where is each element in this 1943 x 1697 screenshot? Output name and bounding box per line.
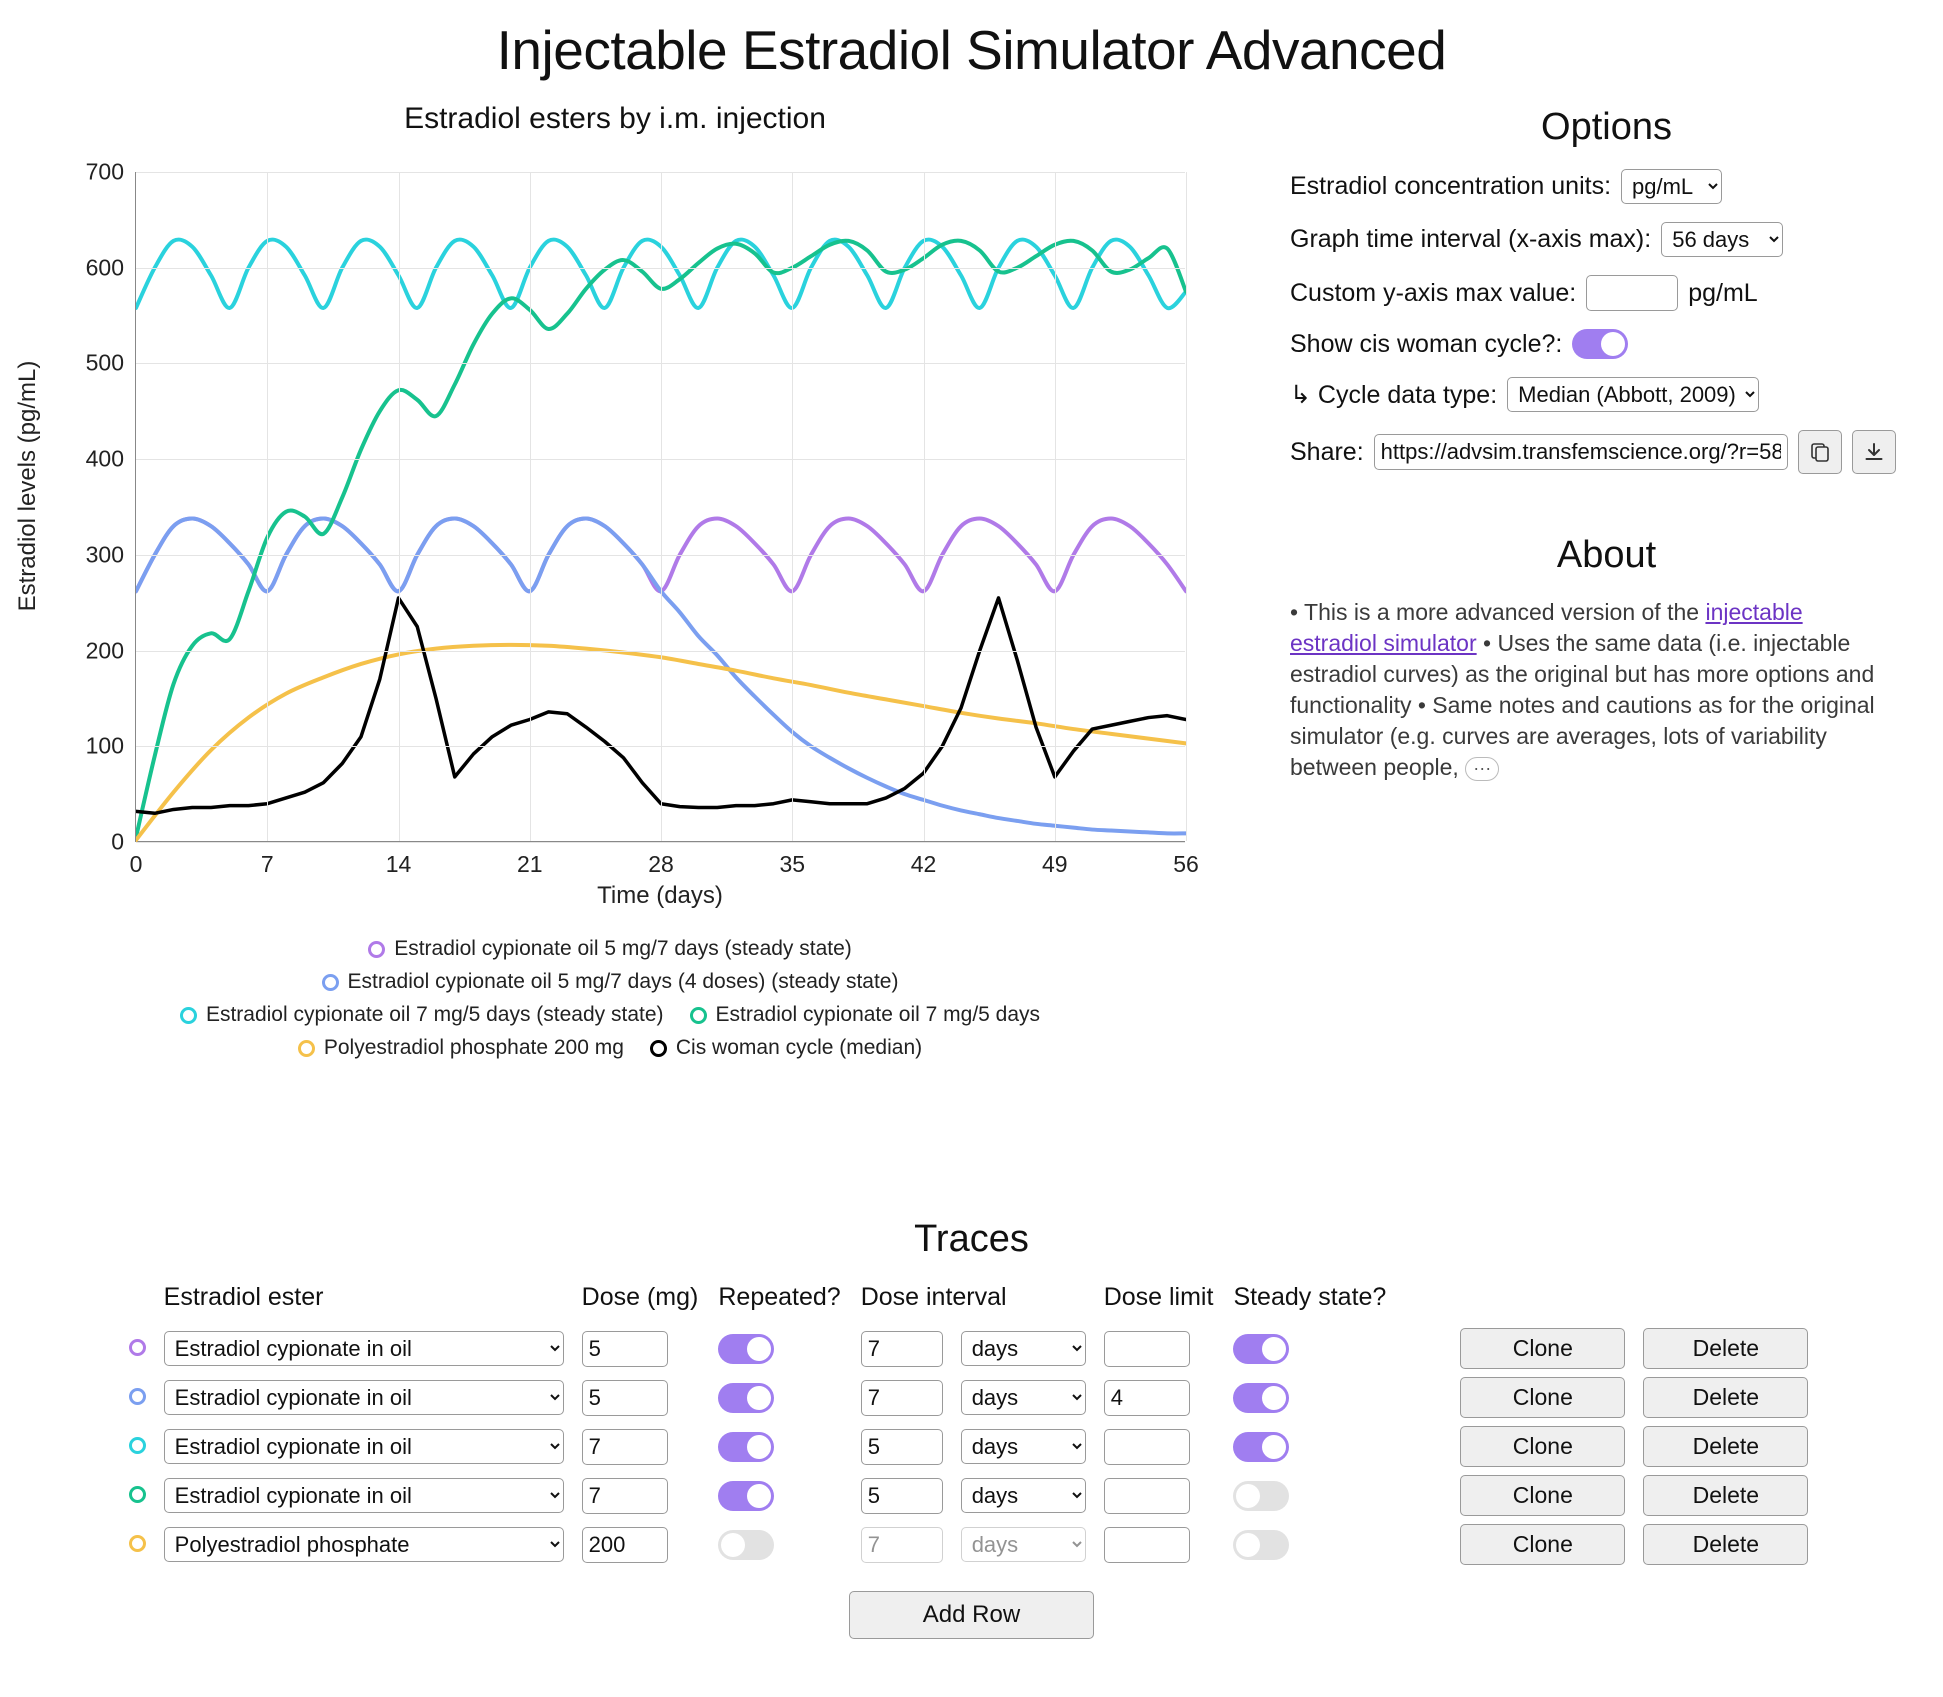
dose-input[interactable]: [582, 1331, 668, 1367]
x-axis-label: Time (days): [597, 882, 723, 909]
ester-select[interactable]: [164, 1478, 564, 1513]
repeated-toggle[interactable]: [718, 1530, 774, 1560]
dose-interval-input[interactable]: [861, 1478, 943, 1514]
y-tick-label: 600: [85, 254, 124, 281]
chart-column: [0, 88, 1260, 1060]
table-row: [123, 1520, 1821, 1569]
traces-header-steady: Steady state?: [1233, 1283, 1387, 1311]
dose-interval-input[interactable]: [861, 1331, 943, 1367]
cycle-type-label: ↳ Cycle data type:: [1290, 380, 1498, 409]
table-row: [123, 1422, 1821, 1471]
chart-title: Estradiol esters by i.m. injection: [404, 102, 826, 135]
legend-label: Polyestradiol phosphate 200 mg: [323, 1036, 624, 1059]
clone-button[interactable]: Clone: [1460, 1426, 1625, 1467]
y-tick-label: 500: [85, 349, 124, 376]
steady-state-toggle[interactable]: [1233, 1383, 1289, 1413]
x-tick-label: 7: [260, 851, 274, 877]
repeated-toggle[interactable]: [718, 1481, 774, 1511]
trace-color-cell: [123, 1373, 158, 1422]
time-interval-label: Graph time interval (x-axis max):: [1290, 225, 1652, 253]
x-tick-label: 42: [910, 851, 937, 877]
traces-header-ester: Estradiol ester: [163, 1283, 324, 1311]
clone-button[interactable]: Clone: [1460, 1524, 1625, 1565]
legend-color-dot: [322, 974, 339, 991]
dose-limit-input[interactable]: [1104, 1331, 1190, 1367]
legend-item[interactable]: [368, 937, 852, 961]
ester-select[interactable]: [164, 1331, 564, 1366]
dose-input[interactable]: [582, 1380, 668, 1416]
delete-button[interactable]: Delete: [1643, 1377, 1808, 1418]
steady-state-cell: [1227, 1422, 1400, 1471]
gridline-vertical: [792, 172, 793, 841]
delete-button[interactable]: Delete: [1643, 1524, 1808, 1565]
x-tick-label: 0: [129, 851, 143, 877]
table-row: [123, 1324, 1821, 1373]
injectable-simulator-link[interactable]: injectable estradiol simulator: [1290, 599, 1803, 657]
dose-limit-input[interactable]: [1104, 1527, 1190, 1563]
steady-state-toggle[interactable]: [1233, 1530, 1289, 1560]
legend-label: Cis woman cycle (median): [675, 1036, 923, 1059]
about-text-part2: • Uses the same data (i.e. injectable estradiol curves) as the original but has more options and functionality • Same notes and cautions as for the original simulator (e.g. curves are averages, lots of variability between people,: [1290, 630, 1875, 781]
dose-interval-input: [861, 1527, 943, 1563]
download-icon[interactable]: [1852, 430, 1896, 474]
legend-row: [322, 970, 899, 994]
ymax-label: Custom y-axis max value:: [1290, 278, 1577, 307]
about-text: [1290, 597, 1883, 783]
dose-cell: [576, 1324, 713, 1373]
gridline-vertical: [1055, 172, 1056, 841]
dose-limit-input[interactable]: [1104, 1380, 1190, 1416]
interval-unit-cell: [955, 1373, 1098, 1422]
y-tick-label: 700: [85, 158, 124, 185]
interval-cell: [855, 1471, 955, 1520]
traces-header-row: [123, 1283, 1821, 1324]
gridline-vertical: [661, 172, 662, 841]
dose-interval-unit-select[interactable]: [961, 1380, 1086, 1415]
x-tick-label: 35: [779, 851, 806, 877]
legend-item[interactable]: [322, 970, 899, 994]
interval-cell: [855, 1373, 955, 1422]
trace-color-cell: [123, 1520, 158, 1569]
plot-area: [85, 158, 1199, 877]
dose-interval-unit-select[interactable]: [961, 1429, 1086, 1464]
trace-color-dot: [129, 1535, 146, 1552]
steady-state-cell: [1227, 1373, 1400, 1422]
steady-state-toggle[interactable]: [1233, 1481, 1289, 1511]
ester-select[interactable]: [164, 1429, 564, 1464]
repeated-cell: [712, 1471, 854, 1520]
traces-header-interval: Dose interval: [860, 1283, 1007, 1311]
dose-interval-input[interactable]: [861, 1380, 943, 1416]
legend-row: [180, 1003, 1040, 1027]
ymax-row: [1290, 275, 1943, 311]
y-tick-label: 100: [85, 732, 124, 759]
gridline-vertical: [267, 172, 268, 841]
traces-color-header: [123, 1283, 158, 1324]
about-expand-button[interactable]: ···: [1465, 757, 1499, 781]
repeated-cell: [712, 1373, 854, 1422]
steady-state-cell: [1227, 1471, 1400, 1520]
repeated-cell: [712, 1324, 854, 1373]
share-row: [1290, 430, 1943, 474]
copy-icon[interactable]: [1798, 430, 1842, 474]
time-interval-row: [1290, 222, 1943, 257]
add-row-wrapper: [0, 1591, 1943, 1639]
clone-button[interactable]: Clone: [1460, 1328, 1625, 1369]
trace-color-cell: [123, 1422, 158, 1471]
dose-limit-cell: [1098, 1324, 1228, 1373]
clone-cell: [1400, 1373, 1637, 1422]
y-tick-label: 0: [111, 828, 124, 855]
ymax-unit-label: pg/mL: [1688, 278, 1758, 307]
delete-button[interactable]: Delete: [1643, 1328, 1808, 1369]
traces-header-clone: [1400, 1283, 1637, 1324]
delete-cell: [1637, 1373, 1820, 1422]
dose-interval-unit-select: [961, 1527, 1086, 1562]
legend-item[interactable]: [650, 1036, 922, 1060]
time-interval-select[interactable]: [1661, 222, 1783, 257]
clone-cell: [1400, 1520, 1637, 1569]
dose-cell: [576, 1373, 713, 1422]
ester-cell: [158, 1324, 576, 1373]
repeated-toggle[interactable]: [718, 1432, 774, 1462]
x-tick-label: 21: [516, 851, 543, 877]
options-heading: Options: [1541, 106, 1672, 148]
interval-cell: [855, 1324, 955, 1373]
chart-container: [10, 142, 1210, 909]
traces-header-delete: [1637, 1283, 1820, 1324]
x-tick-label: 14: [385, 851, 412, 877]
dose-interval-unit-select[interactable]: [961, 1331, 1086, 1366]
dose-interval-input[interactable]: [861, 1429, 943, 1465]
trace-color-cell: [123, 1324, 158, 1373]
repeated-cell: [712, 1520, 854, 1569]
legend-label: Estradiol cypionate oil 7 mg/5 days: [715, 1003, 1041, 1026]
dose-input[interactable]: [582, 1429, 668, 1465]
gridline-vertical: [1186, 172, 1187, 841]
dose-limit-input[interactable]: [1104, 1429, 1190, 1465]
traces-header-repeated: Repeated?: [718, 1283, 841, 1311]
cycle-toggle-row: [1290, 329, 1943, 359]
x-tick-label: 28: [648, 851, 674, 877]
ester-cell: [158, 1422, 576, 1471]
y-tick-label: 300: [85, 541, 124, 568]
y-axis-label: Estradiol levels (pg/mL): [14, 360, 41, 612]
legend-item[interactable]: [690, 1003, 1041, 1027]
share-url-input[interactable]: [1374, 434, 1788, 470]
steady-state-toggle[interactable]: [1233, 1432, 1289, 1462]
steady-state-cell: [1227, 1520, 1400, 1569]
delete-button[interactable]: Delete: [1643, 1426, 1808, 1467]
legend-row: [368, 937, 852, 961]
steady-state-cell: [1227, 1324, 1400, 1373]
dose-limit-cell: [1098, 1520, 1228, 1569]
delete-cell: [1637, 1520, 1820, 1569]
legend-label: Estradiol cypionate oil 7 mg/5 days (steady state): [205, 1003, 664, 1026]
legend-color-dot: [298, 1040, 315, 1057]
cycle-toggle-label: Show cis woman cycle?:: [1290, 329, 1563, 358]
x-tick-label: 49: [1041, 851, 1068, 877]
dose-cell: [576, 1471, 713, 1520]
legend-label: Estradiol cypionate oil 5 mg/7 days (steady state): [394, 937, 852, 960]
traces-header-limit: Dose limit: [1103, 1283, 1214, 1311]
repeated-toggle[interactable]: [718, 1334, 774, 1364]
interval-cell: [855, 1422, 955, 1471]
ester-cell: [158, 1471, 576, 1520]
legend-label: Estradiol cypionate oil 5 mg/7 days (4 doses) (steady state): [347, 970, 899, 993]
traces-table: [123, 1283, 1821, 1569]
units-label: Estradiol concentration units:: [1290, 172, 1612, 200]
delete-cell: [1637, 1324, 1820, 1373]
table-row: [123, 1471, 1821, 1520]
ester-select[interactable]: [164, 1380, 564, 1415]
clone-cell: [1400, 1471, 1637, 1520]
dose-limit-cell: [1098, 1422, 1228, 1471]
trace-color-dot: [129, 1339, 146, 1356]
legend-item[interactable]: [298, 1036, 624, 1060]
interval-cell: [855, 1520, 955, 1569]
gridline-vertical: [924, 172, 925, 841]
legend-color-dot: [368, 941, 385, 958]
clone-button[interactable]: Clone: [1460, 1377, 1625, 1418]
x-tick-label: 56: [1173, 851, 1199, 877]
about-heading: About: [1556, 534, 1657, 576]
dose-limit-input[interactable]: [1104, 1478, 1190, 1514]
ester-select[interactable]: [164, 1527, 564, 1562]
interval-unit-cell: [955, 1471, 1098, 1520]
trace-color-cell: [123, 1471, 158, 1520]
clone-cell: [1400, 1324, 1637, 1373]
trace-color-dot: [129, 1486, 146, 1503]
y-tick-label: 400: [85, 445, 124, 472]
page-title: Injectable Estradiol Simulator Advanced: [496, 19, 1447, 81]
traces-header-dose: Dose (mg): [581, 1283, 699, 1311]
delete-cell: [1637, 1471, 1820, 1520]
legend-row: [298, 1036, 922, 1060]
options-column: [1260, 88, 1943, 783]
dose-input[interactable]: [582, 1478, 668, 1514]
dose-limit-cell: [1098, 1471, 1228, 1520]
chart-legend: [10, 937, 1210, 1060]
repeated-cell: [712, 1422, 854, 1471]
y-tick-label: 200: [85, 637, 124, 664]
gridline-horizontal: [136, 842, 1185, 843]
steady-state-toggle[interactable]: [1233, 1334, 1289, 1364]
dose-interval-unit-select[interactable]: [961, 1478, 1086, 1513]
interval-unit-cell: [955, 1324, 1098, 1373]
legend-item[interactable]: [180, 1003, 664, 1027]
legend-color-dot: [180, 1007, 197, 1024]
dose-cell: [576, 1422, 713, 1471]
cycle-type-row: [1290, 377, 1943, 412]
dose-cell: [576, 1520, 713, 1569]
units-select[interactable]: [1621, 169, 1722, 204]
repeated-toggle[interactable]: [718, 1383, 774, 1413]
trace-color-dot: [129, 1437, 146, 1454]
traces-section: [0, 1218, 1943, 1639]
share-label: Share:: [1290, 437, 1364, 466]
cycle-toggle[interactable]: [1572, 329, 1628, 359]
delete-button[interactable]: Delete: [1643, 1475, 1808, 1516]
ester-cell: [158, 1373, 576, 1422]
ymax-input[interactable]: [1586, 275, 1678, 311]
cycle-type-select[interactable]: [1507, 377, 1759, 412]
interval-unit-cell: [955, 1520, 1098, 1569]
interval-unit-cell: [955, 1422, 1098, 1471]
units-row: [1290, 169, 1943, 204]
add-row-button[interactable]: Add Row: [849, 1591, 1094, 1639]
delete-cell: [1637, 1422, 1820, 1471]
dose-limit-cell: [1098, 1373, 1228, 1422]
legend-color-dot: [650, 1040, 667, 1057]
clone-button[interactable]: Clone: [1460, 1475, 1625, 1516]
gridline-vertical: [399, 172, 400, 841]
traces-heading: Traces: [914, 1218, 1029, 1260]
about-text-part1: • This is a more advanced version of the: [1290, 599, 1706, 625]
ester-cell: [158, 1520, 576, 1569]
table-row: [123, 1373, 1821, 1422]
legend-color-dot: [690, 1007, 707, 1024]
gridline-vertical: [530, 172, 531, 841]
trace-color-dot: [129, 1388, 146, 1405]
clone-cell: [1400, 1422, 1637, 1471]
dose-input[interactable]: [582, 1527, 668, 1563]
